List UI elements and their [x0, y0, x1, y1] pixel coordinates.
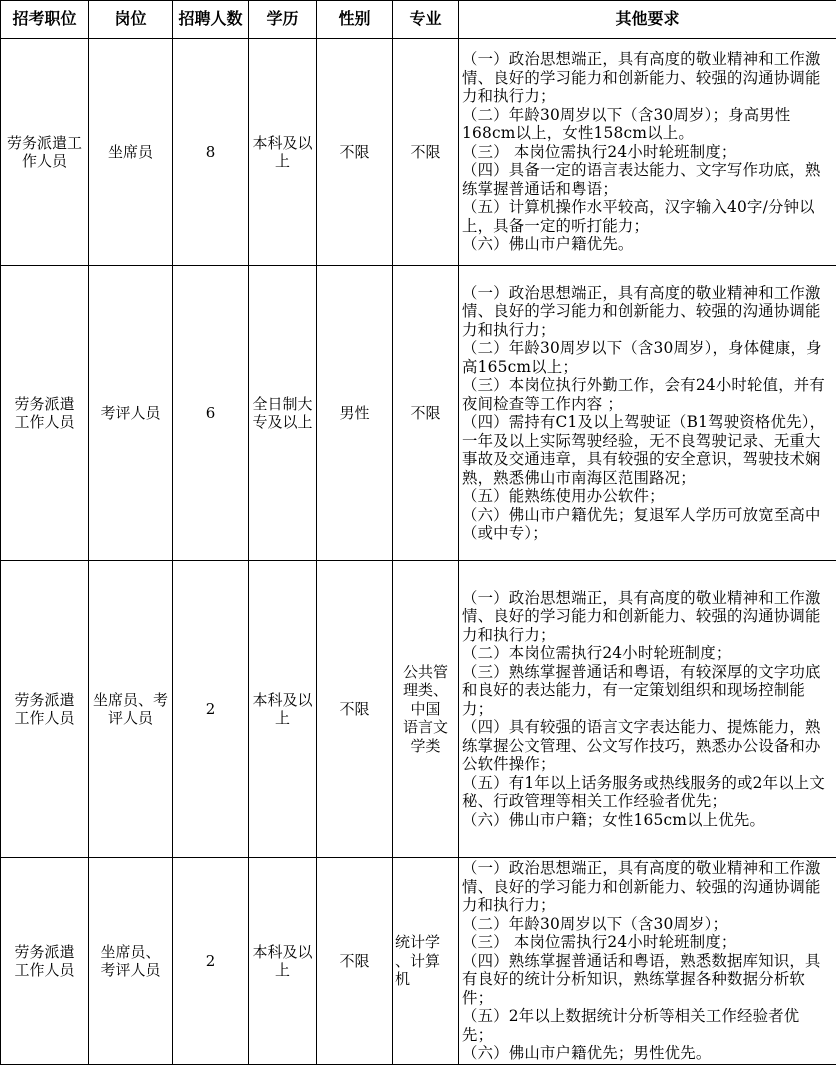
header-education: 学历 [249, 1, 317, 39]
position-cell: 坐席员 [89, 39, 173, 266]
major-cell: 公共管 理类、 中国 语言文 学类 [393, 561, 459, 858]
count-cell: 2 [173, 561, 249, 858]
gender-cell: 不限 [317, 858, 393, 1065]
gender-cell: 不限 [317, 39, 393, 266]
count-cell: 2 [173, 858, 249, 1065]
requirements-cell: （一）政治思想端正，具有高度的敬业精神和工作激 情、良好的学习能力和创新能力、较强的沟通协调能 力和执行力； （二）年龄30周岁以下（含30周岁），身体健康，身 高165cm以上； （三）本岗位执行外勤工作，会有24小时轮值，并有 夜间检查等工作内容 ； （四）需持有C1及以上驾驶证（B1驾驶资格优先）， 一年及以上实际驾驶经验，无不良驾驶记录、无重大 事故及交通违章，具有较强的安全意识，驾驶技术娴 熟，熟悉佛山市南海区范围路况； （五）能熟练使用办公软件； （六）佛山市户籍优先；复退军人学历可放宽至高中 （或中专）； [459, 266, 836, 561]
header-row [1, 1, 836, 39]
requirements-cell: （一）政治思想端正，具有高度的敬业精神和工作激 情、良好的学习能力和创新能力、较强的沟通协调能 力和执行力； （二）年龄30周岁以下（含30周岁）； （三） 本岗位需执行24小时轮班制度； （四）熟练掌握普通话和粤语，熟悉数据库知识，具 有良好的统计分析知识，熟练掌握各种数据分析软 件； （五）2年以上数据统计分析等相关工作经验者优 先； （六）佛山市户籍优先；男性优先。 [459, 858, 836, 1065]
education-cell: 全日制大 专及以上 [249, 266, 317, 561]
category-cell: 劳务派遣 工作人员 [1, 266, 89, 561]
header-count: 招聘人数 [173, 1, 249, 39]
education-cell: 本科及以 上 [249, 39, 317, 266]
position-cell: 坐席员、 考评人员 [89, 858, 173, 1065]
major-cell: 不限 [393, 266, 459, 561]
category-cell: 劳务派遣 工作人员 [1, 561, 89, 858]
position-cell: 坐席员、考 评人员 [89, 561, 173, 858]
count-cell: 8 [173, 39, 249, 266]
header-category: 招考职位 [1, 1, 89, 39]
category-cell: 劳务派遣 工作人员 [1, 858, 89, 1065]
gender-cell: 男性 [317, 266, 393, 561]
table-row [1, 266, 836, 561]
header-position: 岗位 [89, 1, 173, 39]
header-major: 专业 [393, 1, 459, 39]
header-requirements: 其他要求 [459, 1, 836, 39]
header-gender: 性别 [317, 1, 393, 39]
requirements-cell: （一）政治思想端正，具有高度的敬业精神和工作激 情、良好的学习能力和创新能力、较强的沟通协调能 力和执行力； （二）年龄30周岁以下（含30周岁）；身高男性 168cm以上，女性158cm以上。 （三） 本岗位需执行24小时轮班制度； （四）具备一定的语言表达能力、文字写作功底，熟 练掌握普通话和粤语； （五）计算机操作水平较高，汉字输入40字/分钟以 上，具备一定的听打能力； （六）佛山市户籍优先。 [459, 39, 836, 266]
table-row [1, 561, 836, 858]
category-cell: 劳务派遣工 作人员 [1, 39, 89, 266]
major-cell: 统计学 、计算 机 [393, 858, 459, 1065]
education-cell: 本科及以 上 [249, 561, 317, 858]
position-cell: 考评人员 [89, 266, 173, 561]
gender-cell: 不限 [317, 561, 393, 858]
education-cell: 本科及以 上 [249, 858, 317, 1065]
count-cell: 6 [173, 266, 249, 561]
major-cell: 不限 [393, 39, 459, 266]
table-row [1, 39, 836, 266]
table-row [1, 858, 836, 1065]
requirements-cell: （一）政治思想端正，具有高度的敬业精神和工作激 情、良好的学习能力和创新能力、较强的沟通协调能 力和执行力； （二）本岗位需执行24小时轮班制度； （三）熟练掌握普通话和粤语，有较深厚的文字功底 和良好的表达能力，有一定策划组织和现场控制能 力； （四）具有较强的语言文字表达能力、提炼能力，熟 练掌握公文管理、公文写作技巧，熟悉办公设备和办 公软件操作； （五）有1年以上话务服务或热线服务的或2年以上文 秘、行政管理等相关工作经验者优先； （六）佛山市户籍；女性165cm以上优先。 [459, 561, 836, 858]
